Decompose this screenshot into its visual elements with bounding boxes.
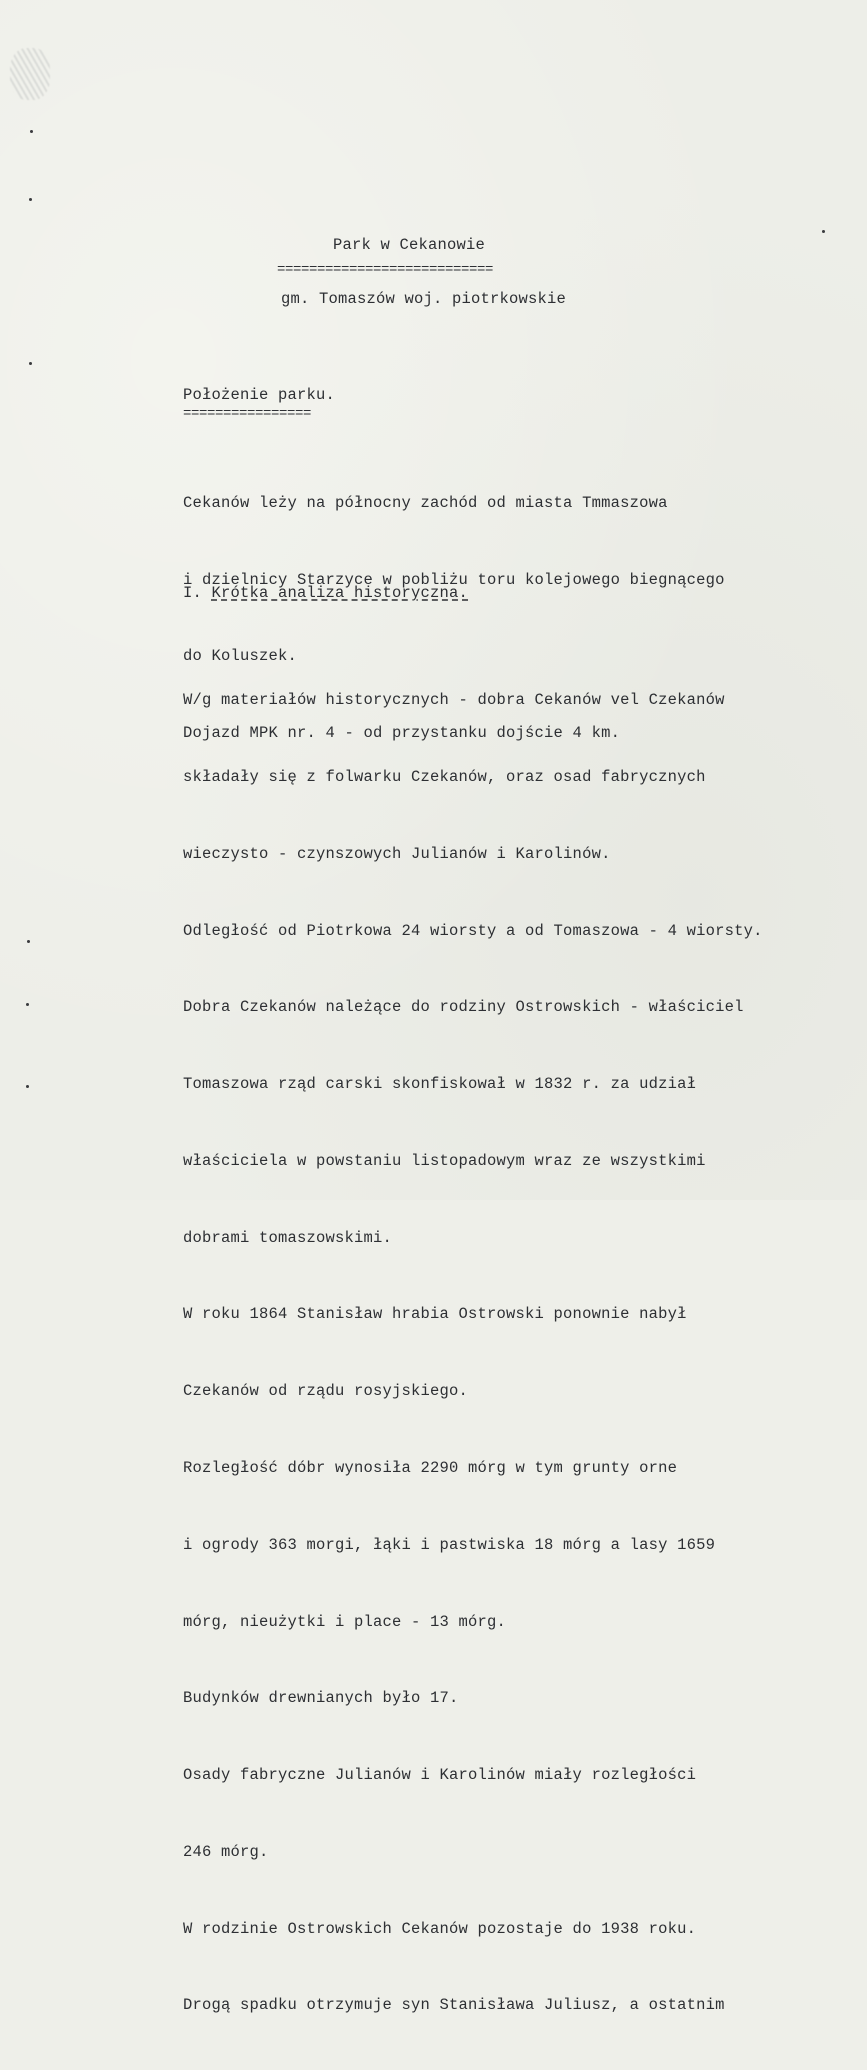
text-line: Odległość od Piotrkowa 24 wiorsty a od Tomaszowa - 4 wiorsty. <box>183 921 763 940</box>
text-line: właściciela w powstaniu listopadowym wraz ze wszystkimi <box>183 1151 706 1170</box>
margin-dot <box>29 362 32 365</box>
document-subtitle: gm. Tomaszów woj. piotrkowskie <box>281 290 567 308</box>
text-line: W rodzinie Ostrowskich Cekanów pozostaje do 1938 roku. <box>183 1919 697 1938</box>
text-line: dobrami tomaszowskimi. <box>183 1228 393 1247</box>
text-line: i dzielnicy Starzyce w pobliżu toru kolejowego biegnącego <box>183 570 725 589</box>
paper-smudge <box>10 48 50 100</box>
text-line: W roku 1864 Stanisław hrabia Ostrowski ponownie nabył <box>183 1305 687 1324</box>
text-line: Tomaszowa rząd carski skonfiskował w 1832 r. za udział <box>183 1075 697 1094</box>
margin-dot <box>27 940 30 943</box>
text-line: mórg, nieużytki i place - 13 mórg. <box>183 1612 507 1631</box>
section-heading-history <box>183 584 468 602</box>
margin-dot <box>822 230 825 233</box>
section-heading-location: Położenie parku. <box>183 386 336 404</box>
text-line: i ogrody 363 morgi, łąki i pastwiska 18 mórg a lasy 1659 <box>183 1535 716 1554</box>
margin-dot <box>29 198 32 201</box>
title-underline: =========================== <box>277 262 494 278</box>
text-line: Dobra Czekanów należące do rodziny Ostrowskich - właściciel <box>183 998 744 1017</box>
margin-dot <box>26 1003 29 1006</box>
text-line: W/g materiałów historycznych - dobra Cekanów vel Czekanów <box>183 691 725 710</box>
text-line: Dojazd MPK nr. 4 - od przystanku dojście 4 km. <box>183 723 621 742</box>
margin-dot <box>30 130 33 133</box>
margin-dot <box>26 1085 29 1088</box>
text-line: Osady fabryczne Julianów i Karolinów miały rozległości <box>183 1766 697 1785</box>
text-line: Rozległość dóbr wynosiła 2290 mórg w tym grunty orne <box>183 1459 678 1477</box>
text-line: wieczysto - czynszowych Julianów i Karolinów. <box>183 844 611 863</box>
section-heading-text: Krótka analiza historyczna. <box>211 584 469 602</box>
text-line: Cekanów leży na północny zachód od miasta Tmmaszowa <box>183 494 668 512</box>
text-line: 246 mórg. <box>183 1842 269 1861</box>
text-line: Drogą spadku otrzymuje syn Stanisława Juliusz, a ostatnim <box>183 1996 725 2015</box>
text-line: składały się z folwarku Czekanów, oraz osad fabrycznych <box>183 767 706 786</box>
text-line: Czekanów od rządu rosyjskiego. <box>183 1382 469 1401</box>
section-heading-underline: ================ <box>183 406 312 422</box>
text-line: do Koluszek. <box>183 647 298 665</box>
section-body-history <box>183 637 763 2070</box>
text-line: Budynków drewnianych było 17. <box>183 1689 459 1708</box>
document-title: Park w Cekanowie <box>333 236 486 254</box>
section-number: I. <box>183 584 212 602</box>
